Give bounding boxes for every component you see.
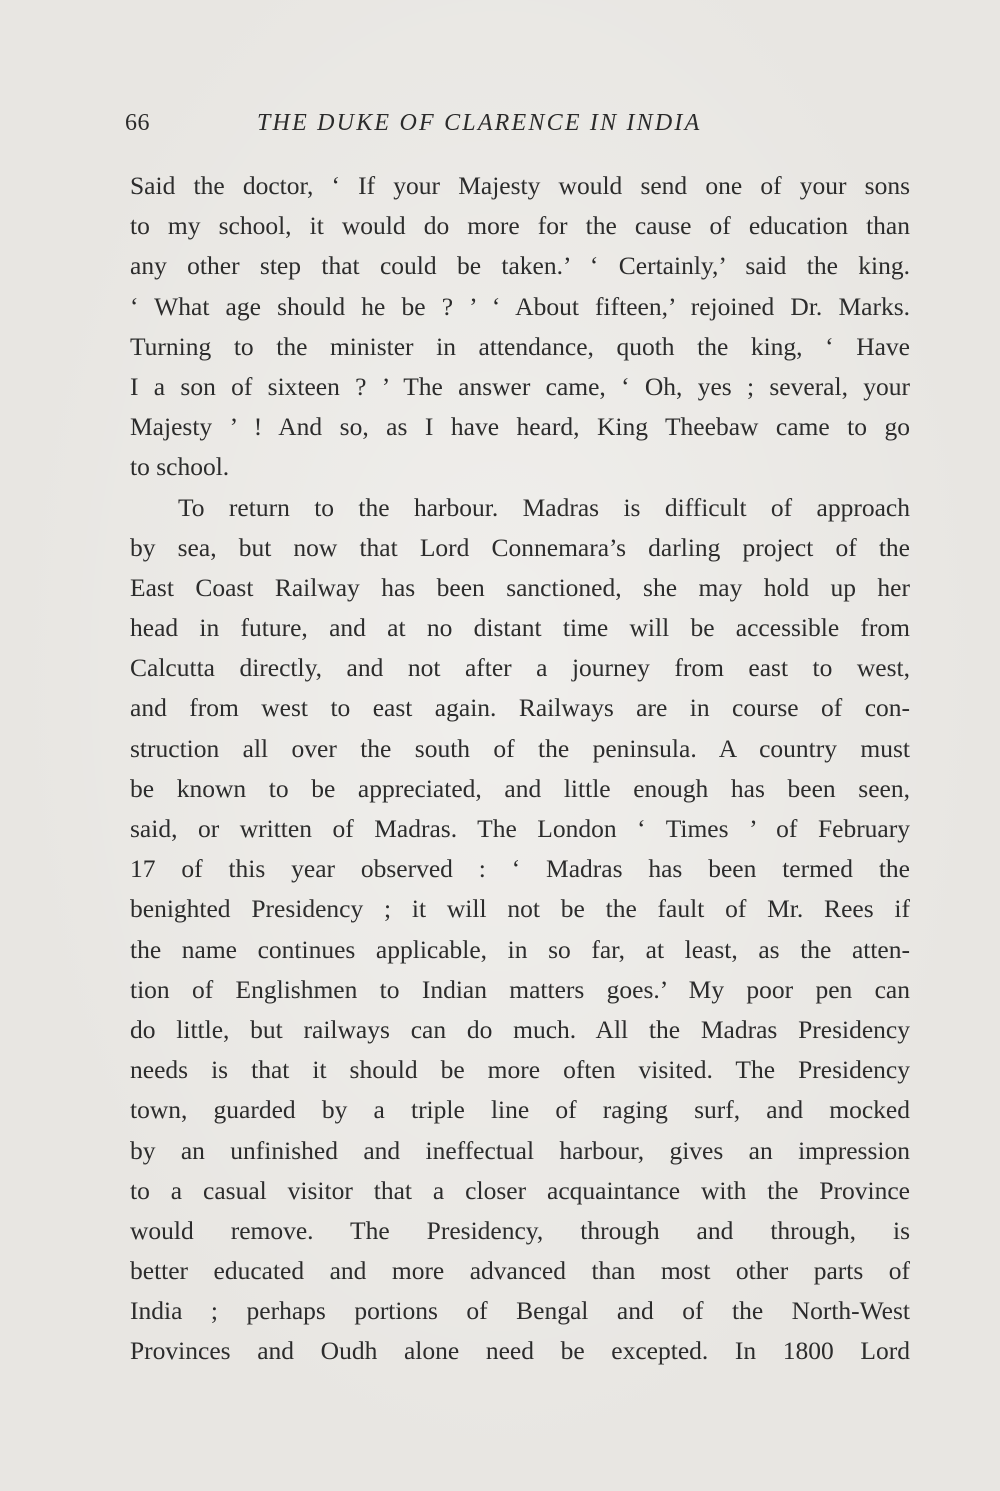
text-line: to my school, it would do more for the cause of education than — [130, 211, 910, 241]
text-line: Majesty ’ ! And so, as I have heard, King Theebaw came to go — [130, 412, 910, 442]
text-line: and from west to east again. Railways are in course of con- — [130, 693, 910, 723]
book-title: THE DUKE OF CLARENCE IN INDIA — [257, 110, 702, 136]
text-line: do little, but railways can do much. All the Madras Presidency — [130, 1014, 910, 1044]
text-line: 17 of this year observed : ‘ Madras has been termed the — [130, 854, 910, 884]
text-line: the name continues applicable, in so far, at least, as the atten- — [130, 934, 910, 964]
page-number: 66 — [125, 110, 150, 136]
text-line: said, or written of Madras. The London ‘ Times ’ of February — [130, 814, 910, 843]
text-line: struction all over the south of the peninsula. A country must — [130, 733, 910, 763]
text-line: better educated and more advanced than most other parts of — [130, 1256, 910, 1286]
body-text — [130, 166, 910, 1372]
text-line: any other step that could be taken.’ ‘ Certainly,’ said the king. — [130, 251, 910, 281]
text-line: by an unfinished and ineffectual harbour, gives an impression — [130, 1135, 910, 1165]
text-line: be known to be appreciated, and little enough has been seen, — [130, 773, 910, 803]
text-line: town, guarded by a triple line of raging surf, and mocked — [130, 1095, 910, 1125]
text-line: needs is that it should be more often visited. The Presidency — [130, 1055, 910, 1085]
text-line: Said the doctor, ‘ If your Majesty would send one of your sons — [130, 171, 910, 200]
text-line: to a casual visitor that a closer acquaintance with the Province — [130, 1175, 910, 1205]
text-line: by sea, but now that Lord Connemara’s darling project of the — [130, 532, 910, 562]
text-line: tion of Englishmen to Indian matters goes.’ My poor pen can — [130, 974, 910, 1004]
text-line: Turning to the minister in attendance, quoth the king, ‘ Have — [130, 331, 910, 361]
text-line: ‘ What age should he be ? ’ ‘ About fifteen,’ rejoined Dr. Marks. — [130, 291, 910, 321]
text-line: India ; perhaps portions of Bengal and of the North-West — [130, 1296, 910, 1326]
text-line: would remove. The Presidency, through and through, is — [130, 1215, 910, 1245]
text-line: benighted Presidency ; it will not be the fault of Mr. Rees if — [130, 894, 910, 924]
text-line: To return to the harbour. Madras is difficult of approach — [178, 492, 910, 522]
text-line: Provinces and Oudh alone need be excepted. In 1800 Lord — [130, 1336, 910, 1366]
text-line: East Coast Railway has been sanctioned, she may hold up her — [130, 572, 910, 602]
text-line: I a son of sixteen ? ’ The answer came, ‘ Oh, yes ; several, your — [130, 371, 910, 401]
running-head — [125, 110, 765, 144]
text-line: to school. — [130, 452, 230, 482]
text-line: Calcutta directly, and not after a journey from east to west, — [130, 653, 910, 683]
text-line: head in future, and at no distant time will be accessible from — [130, 613, 910, 643]
